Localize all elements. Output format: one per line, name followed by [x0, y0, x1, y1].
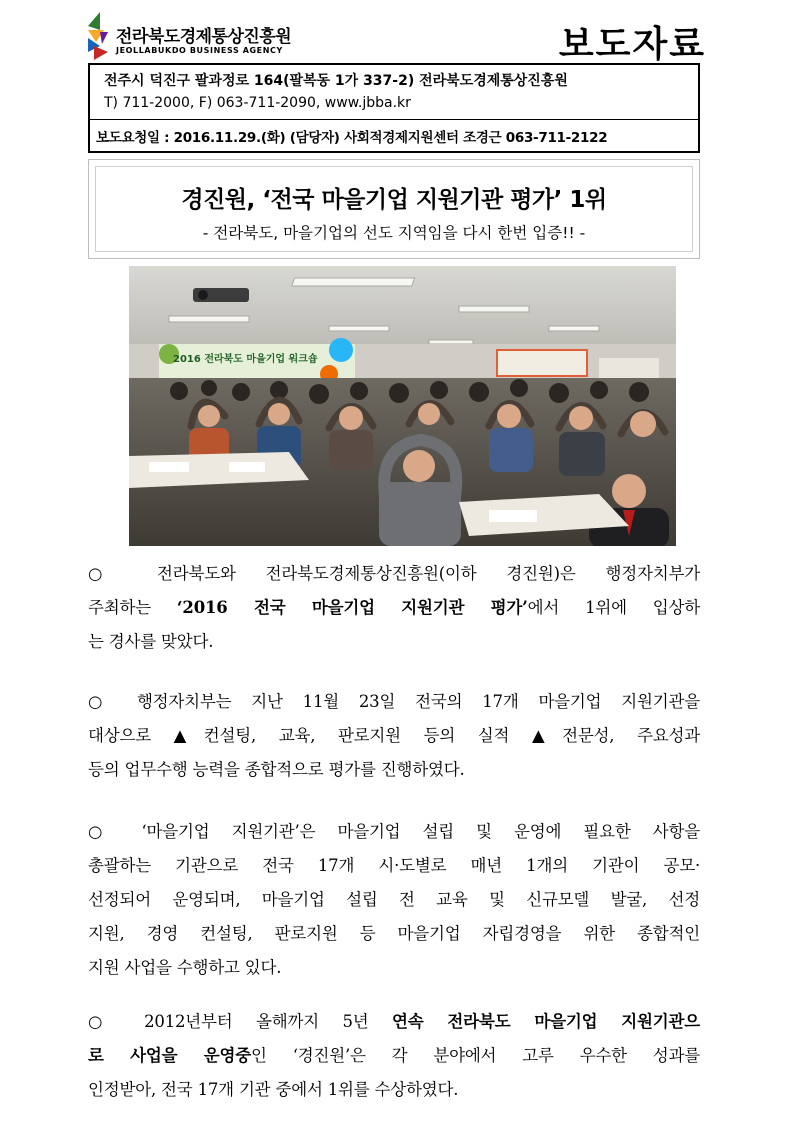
- info-divider: [90, 119, 698, 120]
- document-type-title: 보도자료: [558, 24, 706, 65]
- paragraph-line: [88, 951, 700, 985]
- body-text: ○ 전라북도와 전라북도경제통상진흥원(이하 경진원)은 행정자치부가: [88, 564, 700, 583]
- workshop-photo-image: [129, 266, 676, 546]
- org-logo: [86, 12, 292, 62]
- bold-text: ‘2016 전국 마을기업 지원기관 평가’: [176, 598, 528, 617]
- paragraph-2: [88, 685, 700, 787]
- paragraph-line: [88, 883, 700, 917]
- logo-mark-icon: [86, 12, 110, 60]
- body-text: 주최하는: [88, 598, 177, 617]
- body-text: 인 ‘경진원’은 각 분야에서 고루 우수한 성과를: [251, 1046, 700, 1065]
- bold-text: 로 사업을 운영중: [88, 1046, 252, 1065]
- org-name-en: JEOLLABUKDO BUSINESS AGENCY: [116, 46, 283, 55]
- body-text: ○ 행정자치부는 지난 11월 23일 전국의 17개 마을기업 지원기관을: [88, 692, 700, 711]
- contact-line: T) 711-2000, F) 063-711-2090, www.jbba.kr: [104, 95, 411, 111]
- paragraph-4: [88, 1005, 700, 1107]
- subheadline: - 전라북도, 마을기업의 선도 지역임을 다시 한번 입증!! -: [202, 224, 586, 242]
- workshop-photo: [129, 266, 676, 546]
- body-text: ○ ‘마을기업 지원기관’은 마을기업 설립 및 운영에 필요한 사항을: [88, 822, 700, 841]
- body-text: 지원, 경영 컨설팅, 판로지원 등 마을기업 자립경영을 위한 종합적인: [88, 924, 700, 943]
- address-line: 전주시 덕진구 팔과정로 164(팔복동 1가 337-2) 전라북도경제통상진흥원: [104, 73, 568, 89]
- body-text: 인정받아, 전국 17개 기관 중에서 1위를 수상하였다.: [88, 1080, 459, 1099]
- paragraph-line: [88, 591, 700, 625]
- banner-text: 2016 전라북도 마을기업 워크숍: [173, 354, 318, 365]
- paragraph-1: [88, 557, 700, 659]
- paragraph-line: [88, 625, 700, 659]
- body-text: 지원 사업을 수행하고 있다.: [88, 958, 282, 977]
- request-date-line: 보도요청일 : 2016.11.29.(화) (담당자) 사회적경제지원센터 조경근 063-711-2122: [96, 130, 608, 146]
- body-text: 총괄하는 기관으로 전국 17개 시·도별로 매년 1개의 기관이 공모·: [88, 856, 700, 875]
- headline-box-inner: [95, 166, 693, 252]
- body-text: 에서 1위에 입상하: [527, 598, 700, 617]
- paragraph-3: [88, 815, 700, 985]
- contact-info-box: [88, 63, 700, 153]
- paragraph-line: [88, 1073, 700, 1107]
- body-text: 등의 업무수행 능력을 종합적으로 평가를 진행하였다.: [88, 760, 465, 779]
- body-text: ○ 2012년부터 올해까지 5년: [88, 1012, 392, 1031]
- paragraph-line: [88, 815, 700, 849]
- headline: 경진원, ‘전국 마을기업 지원기관 평가’ 1위: [181, 187, 607, 213]
- paragraph-line: [88, 719, 700, 753]
- headline-box: [88, 159, 700, 259]
- paragraph-line: [88, 849, 700, 883]
- paragraph-line: [88, 753, 700, 787]
- paragraph-line: [88, 917, 700, 951]
- paragraph-line: [88, 557, 700, 591]
- paragraph-line: [88, 685, 700, 719]
- org-name-kr: 전라북도경제통상진흥원: [116, 27, 292, 47]
- paragraph-line: [88, 1039, 700, 1073]
- paragraph-line: [88, 1005, 700, 1039]
- body-text: 는 경사를 맞았다.: [88, 632, 214, 651]
- body-text: 선정되어 운영되며, 마을기업 설립 전 교육 및 신규모델 발굴, 선정: [88, 890, 700, 909]
- body-text: 대상으로 ▲컨설팅, 교육, 판로지원 등의 실적 ▲전문성, 주요성과: [88, 726, 700, 745]
- bold-text: 연속 전라북도 마을기업 지원기관으: [391, 1012, 700, 1031]
